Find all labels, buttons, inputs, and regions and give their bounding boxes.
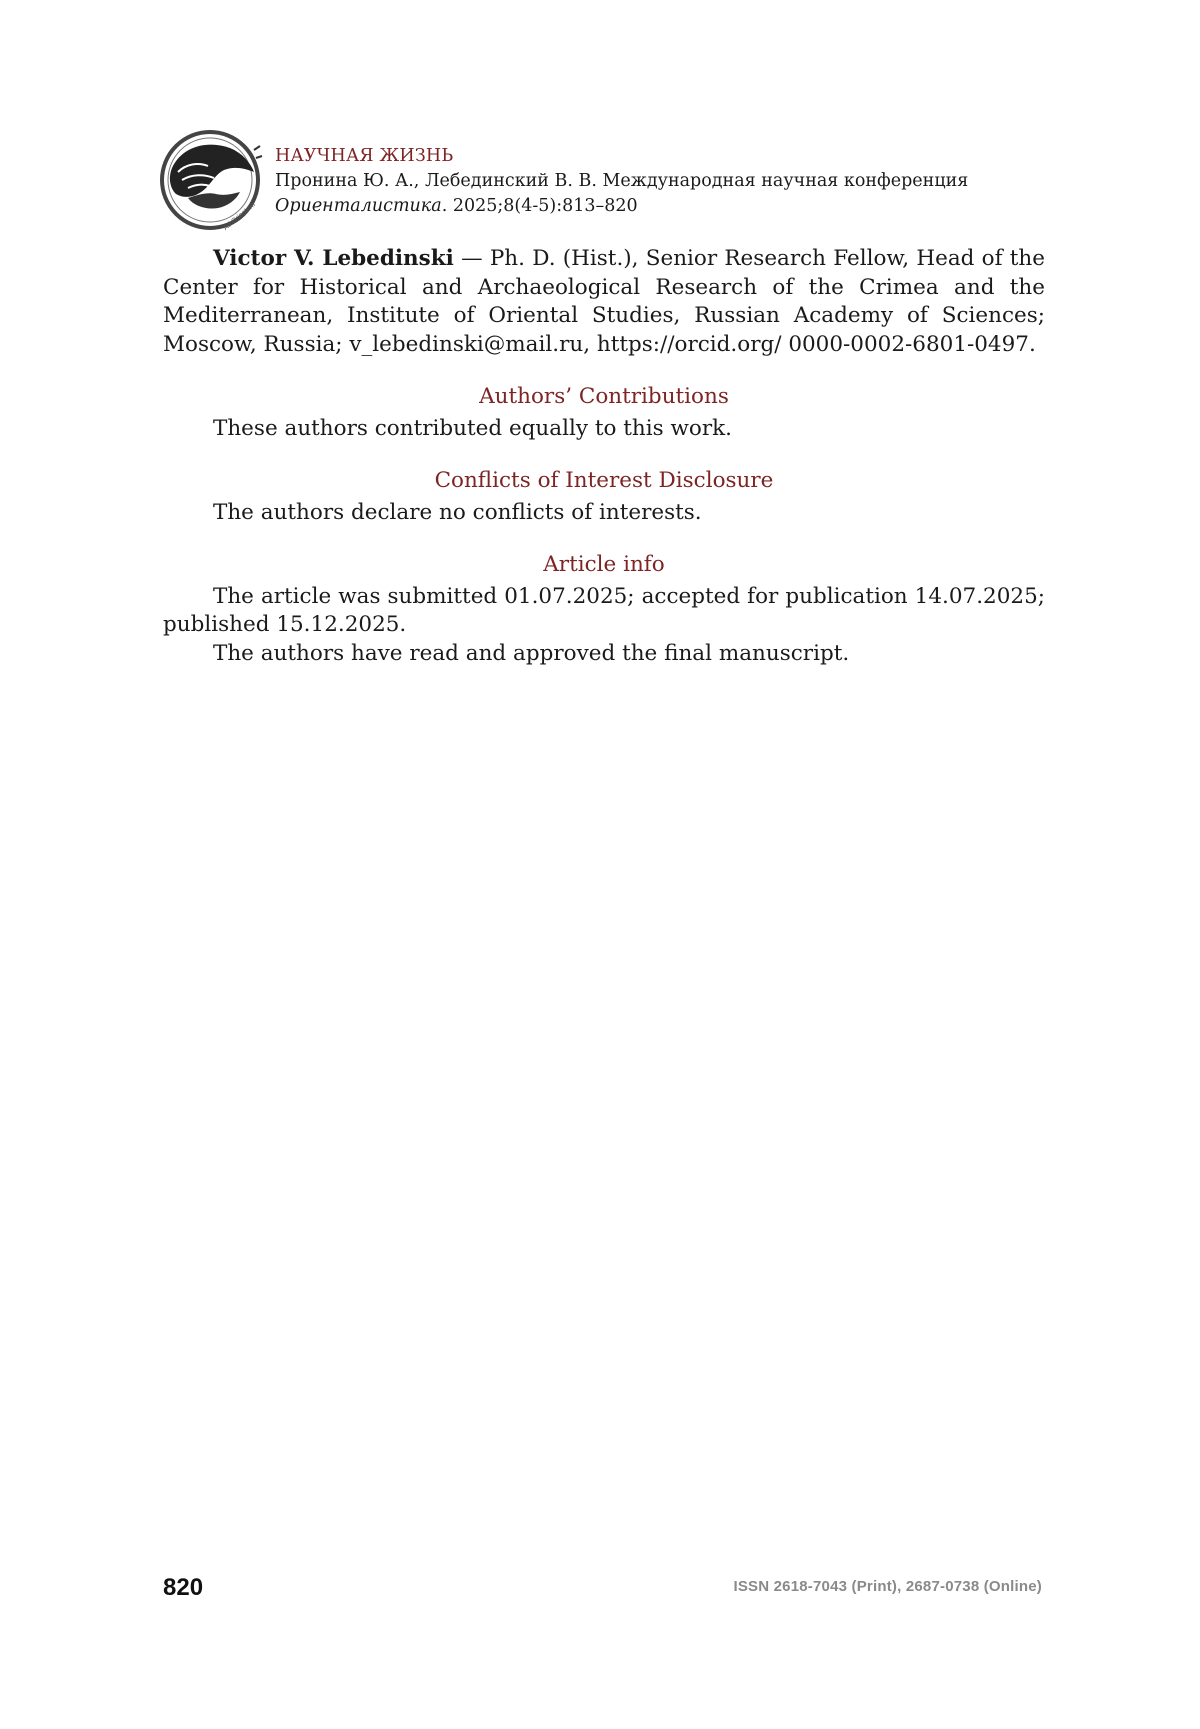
author-name: Victor V. Lebedinski	[213, 246, 454, 271]
journal-logo	[158, 128, 263, 233]
issue-info: . 2025;8(4-5):813–820	[441, 196, 638, 216]
article-body	[163, 245, 1045, 668]
contributions-text: These authors contributed equally to this work.	[213, 415, 732, 441]
journal-issue-line	[275, 194, 968, 219]
running-header	[158, 128, 1058, 233]
author-bio	[163, 245, 1045, 359]
issn-footer: ISSN 2618-7043 (Print), 2687-0738 (Online)	[733, 1578, 1042, 1595]
article-info-heading: Article info	[543, 552, 665, 577]
section-tag: НАУЧНАЯ ЖИЗНЬ	[275, 146, 454, 166]
page-number: 820	[163, 1574, 204, 1601]
citation-line: Пронина Ю. А., Лебединский В. В. Международная научная конференция	[275, 171, 969, 191]
article-dates: The article was submitted 01.07.2025; accepted for publication 14.07.2025; published 15.12.2025.	[163, 583, 1045, 637]
conflicts-heading: Conflicts of Interest Disclosure	[434, 468, 774, 493]
contributions-heading: Authors’ Contributions	[479, 384, 729, 409]
article-approval: The authors have read and approved the final manuscript.	[213, 640, 850, 666]
header-text	[275, 144, 968, 219]
journal-name: Ориенталистика	[275, 196, 442, 216]
author-bio-text: — Ph. D. (Hist.), Senior Research Fellow, Head of the Center for Historical and Archaeological Research of the Crimea and the Mediterranean, Institute of Oriental Studies, Russian Academy of Sciences; Moscow, Russia; v_lebedinski@mail.ru, https://orcid.org/ 0000-0002-6801-0497.	[163, 246, 1045, 357]
logo-text: Ad Orientem	[222, 201, 257, 233]
conflicts-text: The authors declare no conflicts of interests.	[213, 499, 702, 525]
